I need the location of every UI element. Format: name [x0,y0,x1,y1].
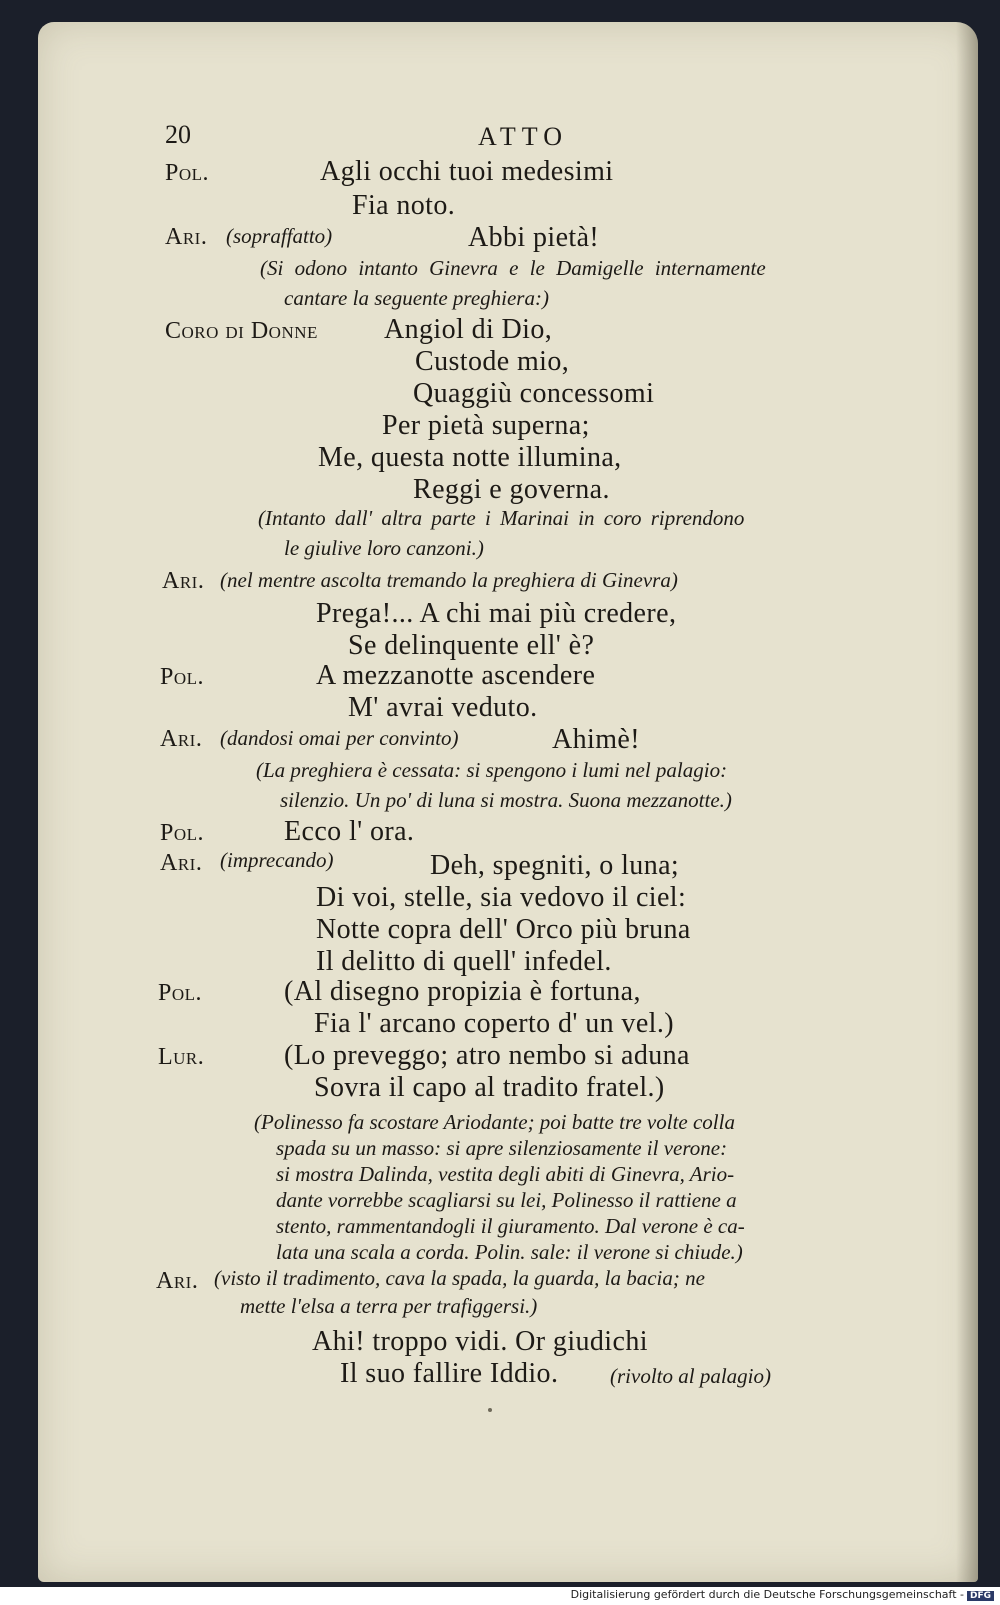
verse-line: Ahi! troppo vidi. Or giudichi [312,1326,648,1357]
verse-line: Ecco l' ora. [284,816,415,847]
stage-direction: (sopraffatto) [226,224,333,248]
verse-line: Fia noto. [352,190,456,221]
verse-line: Per pietà superna; [382,410,590,441]
footer-credit-text: Digitalisierung gefördert durch die Deutsche Forschungsgemeinschaft - [570,1588,964,1601]
speaker-label: Ari. [165,224,208,250]
speaker-label: Pol. [160,664,205,690]
stage-direction: (imprecando) [220,848,334,872]
verse-line: Angiol di Dio, [384,314,553,345]
stage-direction: dante vorrebbe scagliarsi su lei, Polinesso il rattiene a [276,1188,737,1212]
stage-direction: (nel mentre ascolta tremando la preghiera di Ginevra) [220,568,678,592]
verse-line: Deh, spegniti, o luna; [430,850,680,881]
verse-line: Il suo fallire Iddio. [340,1358,559,1389]
verse-line: (Lo preveggo; atro nembo si aduna [284,1040,690,1071]
verse-line: Il delitto di quell' infedel. [316,946,612,977]
verse-line: Abbi pietà! [468,222,600,253]
speaker-label: Coro di Donne [165,318,318,344]
dfg-logo: DFG [967,1591,994,1601]
stage-direction: le giulive loro canzoni.) [284,536,484,560]
stage-direction: stento, rammentandogli il giuramento. Dal verone è ca- [276,1214,745,1238]
verse-line: Fia l' arcano coperto d' un vel.) [314,1008,674,1039]
speaker-label: Lur. [158,1044,205,1070]
verse-line: Notte copra dell' Orco più bruna [316,914,691,945]
stage-direction: mette l'elsa a terra per trafiggersi.) [240,1294,538,1318]
verse-line: Me, questa notte illumina, [318,442,622,473]
verse-line: M' avrai veduto. [348,692,538,723]
speaker-label: Ari. [160,726,203,752]
page-speck [488,1408,492,1412]
stage-direction: (Si odono intanto Ginevra e le Damigelle internamente [260,256,766,280]
verse-line: Custode mio, [415,346,570,377]
verse-line: A mezzanotte ascendere [316,660,596,691]
speaker-label: Pol. [160,820,205,846]
stage-direction: (Intanto dall' altra parte i Marinai in coro riprendono [258,506,745,530]
verse-line: Sovra il capo al tradito fratel.) [314,1072,665,1103]
verse-line: Reggi e governa. [413,474,610,505]
footer-credit [571,1588,994,1601]
stage-direction: (rivolto al palagio) [610,1364,771,1388]
verse-line: Prega!... A chi mai più credere, [316,598,677,629]
speaker-label: Ari. [160,850,203,876]
page-number: 20 [165,120,191,149]
speaker-label: Pol. [158,980,203,1006]
stage-direction: spada su un masso: si apre silenziosamente il verone: [276,1136,728,1160]
speaker-label: Ari. [162,568,205,594]
stage-direction: cantare la seguente preghiera:) [284,286,549,310]
verse-line: Agli occhi tuoi medesimi [320,156,614,187]
verse-line: Se delinquente ell' è? [348,630,595,661]
verse-line: Di voi, stelle, sia vedovo il ciel: [316,882,687,913]
stage-direction: (La preghiera è cessata: si spengono i lumi nel palagio: [256,758,728,782]
running-header: ATTO [478,122,568,151]
speaker-label: Pol. [165,160,210,186]
verse-line: Quaggiù concessomi [413,378,655,409]
stage-direction: (visto il tradimento, cava la spada, la guarda, la bacia; ne [214,1266,705,1290]
page-edge-shadow [956,22,978,1582]
stage-direction: si mostra Dalinda, vestita degli abiti di Ginevra, Ario- [276,1162,735,1186]
stage-direction: silenzio. Un po' di luna si mostra. Suona mezzanotte.) [280,788,732,812]
speaker-label: Ari. [156,1268,199,1294]
verse-line: (Al disegno propizia è fortuna, [284,976,641,1007]
verse-line: Ahimè! [552,724,640,755]
stage-direction: lata una scala a corda. Polin. sale: il verone si chiude.) [276,1240,743,1264]
stage-direction: (dandosi omai per convinto) [220,726,459,750]
stage-direction: (Polinesso fa scostare Ariodante; poi batte tre volte colla [254,1110,735,1134]
